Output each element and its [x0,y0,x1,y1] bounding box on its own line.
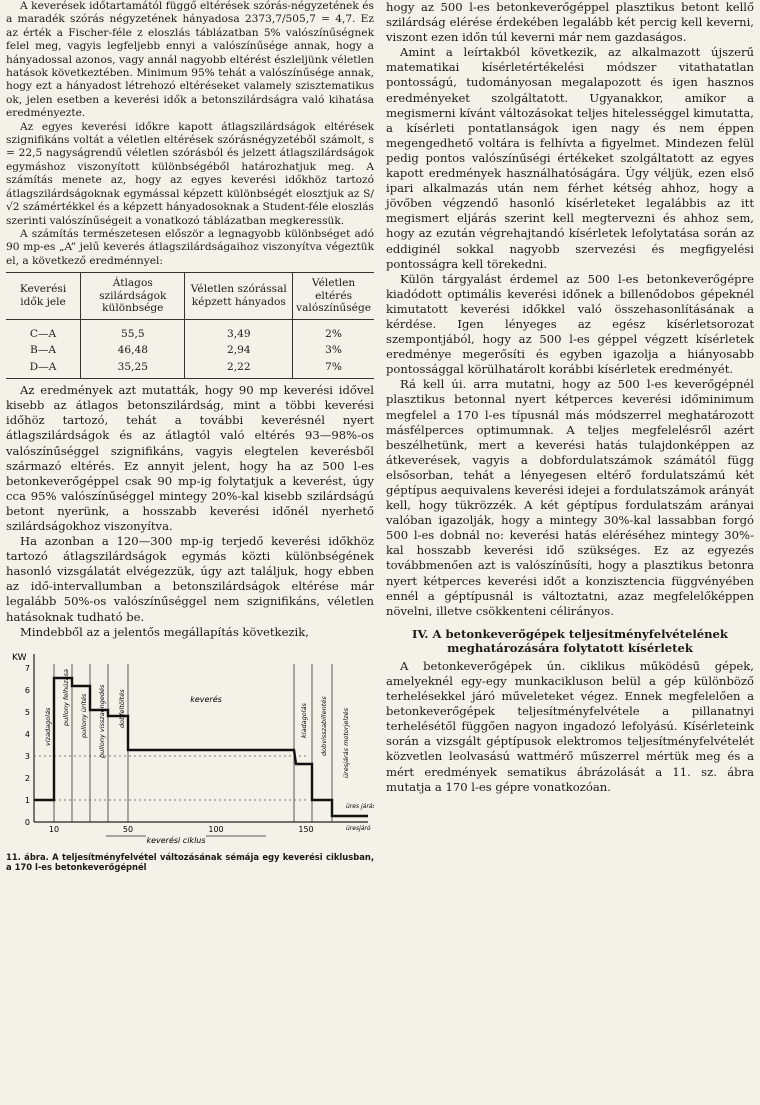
phase-label: üresjárás motorjelzés [342,707,350,778]
phase-label: vízadagolás [44,707,52,746]
results-table [6,272,374,379]
left-column [6,0,374,872]
phase-label: dobvisszabillentés [320,696,328,756]
y-axis-label: KW [12,652,27,663]
left-small-block [6,0,374,268]
paragraph-section: A betonkeverőgépek ún. ciklikus működésű gépek, amelyeknél egy-egy munkacikluson belül a gép különböző terhelésekkel járó műveleteket végez. Ennek megfelelően a betonkeverőgépek teljesítményfelvétele a pillanatnyi terhelésétől függően nagyon ingadozó lefolyású. Kísérleteink során a vizsgált géptípusok elektromos teljesítményfelvételét közvetlen leolvasású wattmérő műszerrel mértük meg és a mért eredmények sematikus ábrázolását a 11. sz. ábra mutatja a 170 l-es gépre vonatkozóan. [386,658,754,794]
phase-label-idle-end: üresjáró [346,824,371,832]
table-cell: 35,25 [81,359,185,379]
table-row [6,342,374,359]
paragraph-however: Ha azonban a 120—300 mp-ig terjedő keverési időkhöz tartozó átlagszilárdságok egymás közti különbségének hasonló vizsgálatát elvégezzük, úgy azt találjuk, hogy ebben az idő-intervallumban a betonszilárdságok eltérése már legalább 50%-os valószínűséggel nem szignifikáns, véletlen hatásoknak tudható be. [6,534,374,624]
y-tick: 7 [24,663,30,673]
y-tick: 4 [24,729,30,739]
table-header-row [6,273,374,320]
table-row [6,359,374,379]
paragraph-continuation: hogy az 500 l-es betonkeverőgéppel plasztikus betont kellő szilárdság elérése érdekében legalább két percig kell keverni, viszont ezen időn túl keverni már nem gazdaságos. [386,0,754,45]
x-tick: 100 [208,824,224,834]
figure-11 [6,646,374,872]
phase-label: pullony ürítés [80,693,88,738]
x-tick: 150 [298,824,314,834]
y-tick: 3 [24,751,30,761]
table-cell: 2% [293,319,374,342]
figure-caption: 11. ábra. A teljesítményfelvétel változásának sémája egy keverési ciklusban, a 170 l-es betonkeverőgépnél [6,851,374,872]
table-cell: 3,49 [185,319,293,342]
table-cell: 55,5 [81,319,185,342]
table-cell: 2,22 [185,359,293,379]
y-tick: 5 [24,707,30,717]
table-cell: 2,94 [185,342,293,359]
table-cell: 46,48 [81,342,185,359]
x-axis-label: keverési ciklus [146,835,206,845]
table-row [6,319,374,342]
paragraph-note: Rá kell úi. arra mutatni, hogy az 500 l-es keverőgépnél plasztikus betonnal nyert kétperces keverési időminimum megfelel a 170 l-es típusnál más módszerrel meghatározott másfélperces optimumnak. A teljes megfelelésről azért beszélhetünk, mert a keverési hatás tulajdonképpen az átkeverések, vagyis a dobfordulatszámok számától függ elsősorban, tehát a lényegesen eltérő fordulatszámú két géptípus aequivalens keverési idejei a fordulatszámok arányát kell, hogy tükrözzék. A két géptípus fordulatszám arányai valóban igazolják, hogy a mintegy 30%-kal lassabban forgó 500 l-es dobnál no: keverési hatás eléréséhez mintegy 30%-kal hosszabb keverési idő szükséges. Ez az egyezés továbbmenően azt is valószínűsíti, hogy a plasztikus betonra nyert kétperces keverési időt a konzisztencia függvényében ennél a géptípusnál is változtatni, azaz megfelelőképpen növelni, illetve csökkenteni célirányos. [386,377,754,618]
table-cell: 7% [293,359,374,379]
phase-label-mixing: keverés [190,694,222,704]
phase-label: kiadagolás [300,702,308,738]
phase-label: dobfeltöltés [118,689,126,728]
table-header: Véletlen eltérés valószínűsége [293,273,374,320]
phase-label: pullony felhúzása [62,668,70,726]
table-header: Véletlen szórással képzett hányados [185,273,293,320]
table-cell: D—A [6,359,81,379]
phase-label: pullony visszaengedés [98,684,106,758]
phase-label-idle: üres járás [346,802,374,810]
x-tick: 10 [48,824,60,834]
table-header: Keverési idők jele [6,273,81,320]
power-diagram [6,646,374,846]
y-tick: 6 [24,685,30,695]
paragraph-method: Amint a leírtakból következik, az alkalmazott újszerű matematikai kísérletértékelési módszer vitathatatlan pontosságú, tudományosan megalapozott és igen hasznos eredményeket szolgáltatott. Ugyanakkor, amikor a megismerni kívánt változásokat teljes hitelességgel kimutatta, a kísérleti pontatlanságok igen nagy és nem éppen megengedhető voltára is felhívta a figyelmet. Mindezen felül pedig pontos valószínűségi értékeket szolgáltatott az egyes kapott eredmények használhatóságára. Úgy véljük, ezen első ipari alkalmazás után nem férhet kétség ahhoz, hogy a jövőben végzendő hasonló kísérleteket legalábbis az itt megismert eljárás szerint kell megtervezni és ahhoz sem, hogy az ezután végrehajtandó kísérletek lefolytatása során az eddiginél sokkal nagyobb szervezési és megfigyelési pontosságra kell törekedni. [386,45,754,271]
paragraph-intro: A keverések időtartamától függő eltérések szórás-négyzetének és a maradék szórás négyzetének hányadosa 2373,7/505,7 = 4,7. Ez az érték a Fischer-féle z eloszlás táblázatban 5% valószínűségnek felel meg, vagyis legfeljebb ennyi a valószínűsége annak, hogy a hányadossal azonos, vagy annál nagyobb eltérést észleljünk véletlen hatások következtében. Minimum 95% tehát a valószínűsége annak, hogy ezt a hányadost létrehozó eltéréseket valamely szisztematikus ok, jelen esetben a keverési idők a betonszilárdságra való kihatása eredményezte. [6,0,374,120]
table-cell: 3% [293,342,374,359]
table-cell: C—A [29,327,57,340]
paragraph-calculation: Az egyes keverési időkre kapott átlagszilárdságok eltérések szignifikáns voltát a véletlen eltérések szórásnégyzetéből számolt, s = 22,5 nagyságrendű véletlen szórásból és jelzett átlagszilárdságok egymáshoz viszonyított különbségéből határozhatjuk meg. A számítás menete az, hogy az egyes keverési időkhöz tartozó átlagszilárdságoknak egymással képzett különbségét elosztjuk az S/√2 számértékkel és a képzett hányadosoknak a Student-féle eloszlás szerinti valószínűségeit a vonatkozó táblázatban megkeressük. [6,120,374,227]
table-header: Átlagos szilárdságok különbsége [81,273,185,320]
y-tick: 1 [24,795,30,805]
x-tick: 50 [122,824,134,834]
table-cell: B—A [30,344,57,357]
paragraph-results: Az eredmények azt mutatták, hogy 90 mp keverési idővel kisebb az átlagos betonszilárdság, mint a többi keverési időhöz tartozó, tehát a további keverésnél nyert átlagszilárdságok és az átlagtól való eltérés 93—98%-os valószínűséggel szignifikáns, vagyis elegtelen keverésből származó eltérés. Ez annyit jelent, hogy ha az 500 l-es betonkeverőgéppel csak 90 mp-ig folytatjuk a keverést, úgy cca 95% valószínűséggel mintegy 20%-kal kisebb szilárdságú betont nyerünk, a hosszabb keverési időnél nyerhető szilárdságokhoz viszonyítva. [6,383,374,533]
right-column [386,0,754,795]
paragraph-table-intro: A számítás természetesen először a legnagyobb különbséget adó 90 mp-es „A” jelű keverés átlagszilárdságaihoz viszonyítva végeztük el, a következő eredménnyel: [6,227,374,267]
y-tick: 0 [24,817,30,827]
section-title: IV. A betonkeverőgépek teljesítményfelvételének meghatározására folytatott kísérletek [412,626,728,655]
paragraph-separate: Külön tárgyalást érdemel az 500 l-es betonkeverőgépre kiadódott optimális keverési időnek a billenődobos gépeknél kimutatott keverési időkkel való összehasonlításának a kérdése. Igen lényeges az egész kísérletsorozat szempontjából, hogy az 500 l-es géppel végzett kísérletek eredménye megerősíti és egyben igazolja a hiányosabb pontossággal körülhatárolt korábbi kísérletek eredményét. [386,271,754,377]
y-tick: 2 [24,773,30,783]
paragraph-conclusion: Mindebből az a jelentős megállapítás következik, [20,624,309,639]
